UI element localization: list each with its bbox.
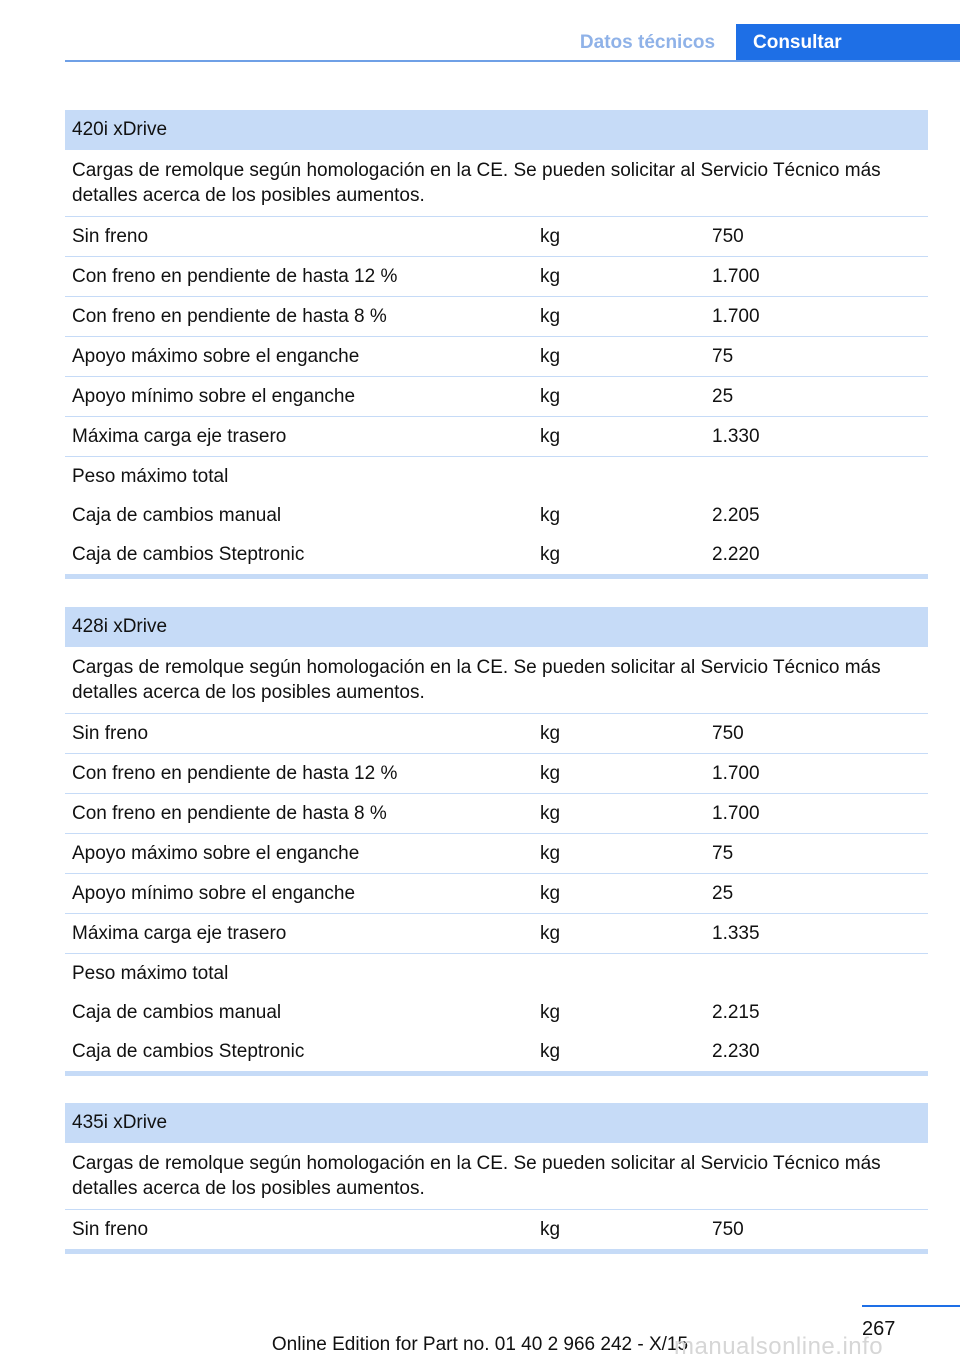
row-label: Sin freno: [72, 225, 149, 247]
row-label: Con freno en pendiente de hasta 8 %: [72, 305, 387, 327]
table-title: 428i xDrive: [65, 607, 928, 647]
row-value: 1.330: [712, 425, 760, 447]
row-label: Peso máximo total: [72, 962, 229, 984]
row-label: Máxima carga eje trasero: [72, 922, 287, 944]
row-unit: kg: [540, 1001, 561, 1023]
row-unit: kg: [540, 425, 561, 447]
table-row: [65, 714, 928, 754]
table-bottom-rule: [65, 1249, 928, 1254]
row-value: 2.215: [712, 1001, 760, 1023]
table-row: [65, 496, 928, 535]
page-number: 267: [862, 1318, 896, 1340]
header-section-label: Datos técnicos: [579, 32, 716, 53]
row-label: Con freno en pendiente de hasta 12 %: [72, 265, 398, 287]
table-description: Cargas de remolque según homologación en la CE. Se pueden solicitar al Servicio Técnico más detalles acerca de los posibles aumentos.: [65, 150, 928, 217]
row-unit: kg: [540, 345, 561, 367]
row-label: Apoyo máximo sobre el enganche: [72, 842, 360, 864]
row-value: 750: [712, 1218, 744, 1240]
table-row: [65, 993, 928, 1032]
row-label: Con freno en pendiente de hasta 8 %: [72, 802, 387, 824]
row-unit: kg: [540, 265, 561, 287]
spec-table-435i: [65, 1103, 928, 1254]
row-value: 2.205: [712, 504, 760, 526]
row-label: Sin freno: [72, 1218, 149, 1240]
table-row: [65, 377, 928, 417]
table-row: [65, 457, 928, 496]
table-row: [65, 834, 928, 874]
row-unit: kg: [540, 543, 561, 565]
row-label: Peso máximo total: [72, 465, 229, 487]
row-value: 1.335: [712, 922, 760, 944]
row-unit: kg: [540, 722, 561, 744]
table-row: [65, 337, 928, 377]
spec-table-428i: [65, 607, 928, 1076]
table-row: [65, 954, 928, 993]
row-value: 750: [712, 722, 744, 744]
row-value: 1.700: [712, 265, 760, 287]
table-row: [65, 535, 928, 574]
table-row: [65, 1210, 928, 1249]
row-unit: kg: [540, 802, 561, 824]
table-row: [65, 794, 928, 834]
row-label: Caja de cambios Steptronic: [72, 1040, 305, 1062]
row-unit: kg: [540, 762, 561, 784]
table-row: [65, 914, 928, 954]
row-unit: kg: [540, 922, 561, 944]
table-row: [65, 874, 928, 914]
row-unit: kg: [540, 1218, 561, 1240]
row-label: Apoyo mínimo sobre el enganche: [72, 385, 356, 407]
table-row: [65, 257, 928, 297]
table-bottom-rule: [65, 574, 928, 579]
header-divider: [65, 60, 960, 62]
row-label: Sin freno: [72, 722, 149, 744]
row-value: 75: [712, 842, 734, 864]
row-value: 25: [712, 882, 734, 904]
header-tab[interactable]: Consultar: [736, 24, 960, 62]
table-row: [65, 1032, 928, 1071]
edition-text: Online Edition for Part no. 01 40 2 966 242 - X/15: [271, 1334, 689, 1355]
row-unit: kg: [540, 225, 561, 247]
row-value: 1.700: [712, 762, 760, 784]
table-row: [65, 417, 928, 457]
table-description: Cargas de remolque según homologación en la CE. Se pueden solicitar al Servicio Técnico más detalles acerca de los posibles aumentos.: [65, 647, 928, 714]
table-row: [65, 297, 928, 337]
row-value: 2.220: [712, 543, 760, 565]
table-title: 420i xDrive: [65, 110, 928, 150]
watermark: manualsonline.info: [674, 1333, 884, 1360]
row-label: Apoyo mínimo sobre el enganche: [72, 882, 356, 904]
row-value: 1.700: [712, 802, 760, 824]
row-unit: kg: [540, 842, 561, 864]
row-unit: kg: [540, 504, 561, 526]
table-row: [65, 754, 928, 794]
row-label: Apoyo máximo sobre el enganche: [72, 345, 360, 367]
row-value: 75: [712, 345, 734, 367]
row-label: Caja de cambios manual: [72, 504, 282, 526]
row-unit: kg: [540, 385, 561, 407]
table-description: Cargas de remolque según homologación en la CE. Se pueden solicitar al Servicio Técnico más detalles acerca de los posibles aumentos.: [65, 1143, 928, 1210]
row-unit: kg: [540, 305, 561, 327]
row-label: Con freno en pendiente de hasta 12 %: [72, 762, 398, 784]
row-label: Máxima carga eje trasero: [72, 425, 287, 447]
table-row: [65, 217, 928, 257]
table-title: 435i xDrive: [65, 1103, 928, 1143]
footer-divider: [862, 1305, 960, 1307]
row-value: 25: [712, 385, 734, 407]
row-label: Caja de cambios manual: [72, 1001, 282, 1023]
row-value: 750: [712, 225, 744, 247]
row-unit: kg: [540, 1040, 561, 1062]
table-bottom-rule: [65, 1071, 928, 1076]
row-value: 1.700: [712, 305, 760, 327]
row-label: Caja de cambios Steptronic: [72, 543, 305, 565]
row-unit: kg: [540, 882, 561, 904]
row-value: 2.230: [712, 1040, 760, 1062]
spec-table-420i: [65, 110, 928, 579]
